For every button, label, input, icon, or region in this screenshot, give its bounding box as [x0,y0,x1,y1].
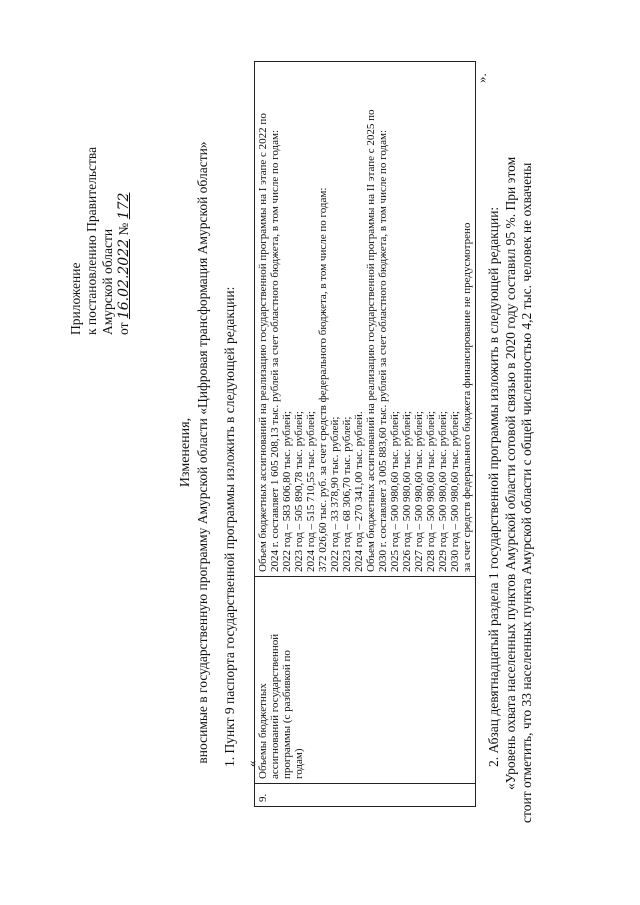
document-subtitle: вносимые в государственную программу Амурской области «Цифровая трансформация Амурской области» [195,141,210,764]
content-line: 2027 год – 500 980,60 тыс. рублей; [413,411,425,572]
content-line: 2024 год – 270 341,00 тыс. рублей. [353,411,365,572]
content-line: 2024 год – 515 710,55 тыс. рублей; [305,411,317,572]
appendix-line: к постановлению Правительства [84,146,99,335]
content-line: 2022 год – 583 606,80 тыс. рублей; [281,411,293,572]
row-name [255,577,476,784]
item-2-text: 2. Абзац девятнадцатый раздела 1 государственной программы изложить в следующей редакции: [486,206,501,767]
document-title: Изменения, [178,417,193,488]
appendix-line: Амурской области [100,228,115,335]
row-name-line: программы (с разбивкой по [281,650,293,779]
content-line: Объем бюджетных ассигнований на реализацию государственной программы на II этапе с 2025 по [365,109,377,572]
content-line: 2029 год – 500 980,60 тыс. рублей; [437,411,449,572]
number-sign: № [116,222,131,236]
content-line: 2030 год – 500 980,60 тыс. рублей; [449,411,461,572]
appendix-date-line [116,147,132,335]
content-line: 2025 год – 500 980,60 тыс. рублей; [389,411,401,572]
quote-close: ». [474,73,489,83]
row-name-line: годам) [293,748,305,779]
content-line: 2028 год – 500 980,60 тыс. рублей; [425,411,437,572]
item-2-quote-line: стоит отметить, что 33 населенных пункта Амурской области с общей численностью 4,2 тыс. человек не охвачены [519,162,534,823]
item-1-text: 1. Пункт 9 паспорта государственной программы изложить в следующей редакции: [222,286,237,767]
passport-table [254,61,476,807]
row-content [255,62,476,577]
content-line: 2024 г. составляет 1 605 208,13 тыс. рублей за счет областного бюджета, в том числе по годам: [269,129,281,572]
content-line: 2023 год – 505 890,78 тыс. рублей; [293,411,305,572]
content-line: 2023 год – 68 306,70 тыс. рублей; [341,416,353,572]
appendix-title: Приложение [68,262,83,335]
content-line: 2022 год – 33 378,90 тыс. рублей; [329,416,341,572]
row-name-line: Объемы бюджетных [257,683,269,779]
content-line: 2030 г. составляет 3 005 883,60 тыс. рублей за счет областного бюджета, в том числе по годам: [377,129,389,572]
quote-open: « [244,760,259,767]
appendix-block [68,147,132,335]
date-prefix: от [116,322,131,335]
content-line: 2026 год – 500 980,60 тыс. рублей; [401,411,413,572]
table-row [255,62,476,807]
handwritten-date: 16.02.2022 [116,238,132,320]
content-line: Объем бюджетных ассигнований на реализацию государственной программы на I этапе с 2022 по [257,113,269,572]
content-line: за счет средств федерального бюджета финансирование не предусмотрено [461,222,473,572]
content-line: 372 026,60 тыс. руб. за счет средств федерального бюджета, в том числе по годам: [317,187,329,572]
item-2-quote-line: «Уровень охвата населенных пунктов Амурской области сотовой связью в 2020 году составил 95 %. При этом [503,156,518,790]
row-number: 9. [255,784,476,807]
row-name-line: ассигнований государственной [269,633,281,779]
handwritten-number: 172 [116,192,132,220]
